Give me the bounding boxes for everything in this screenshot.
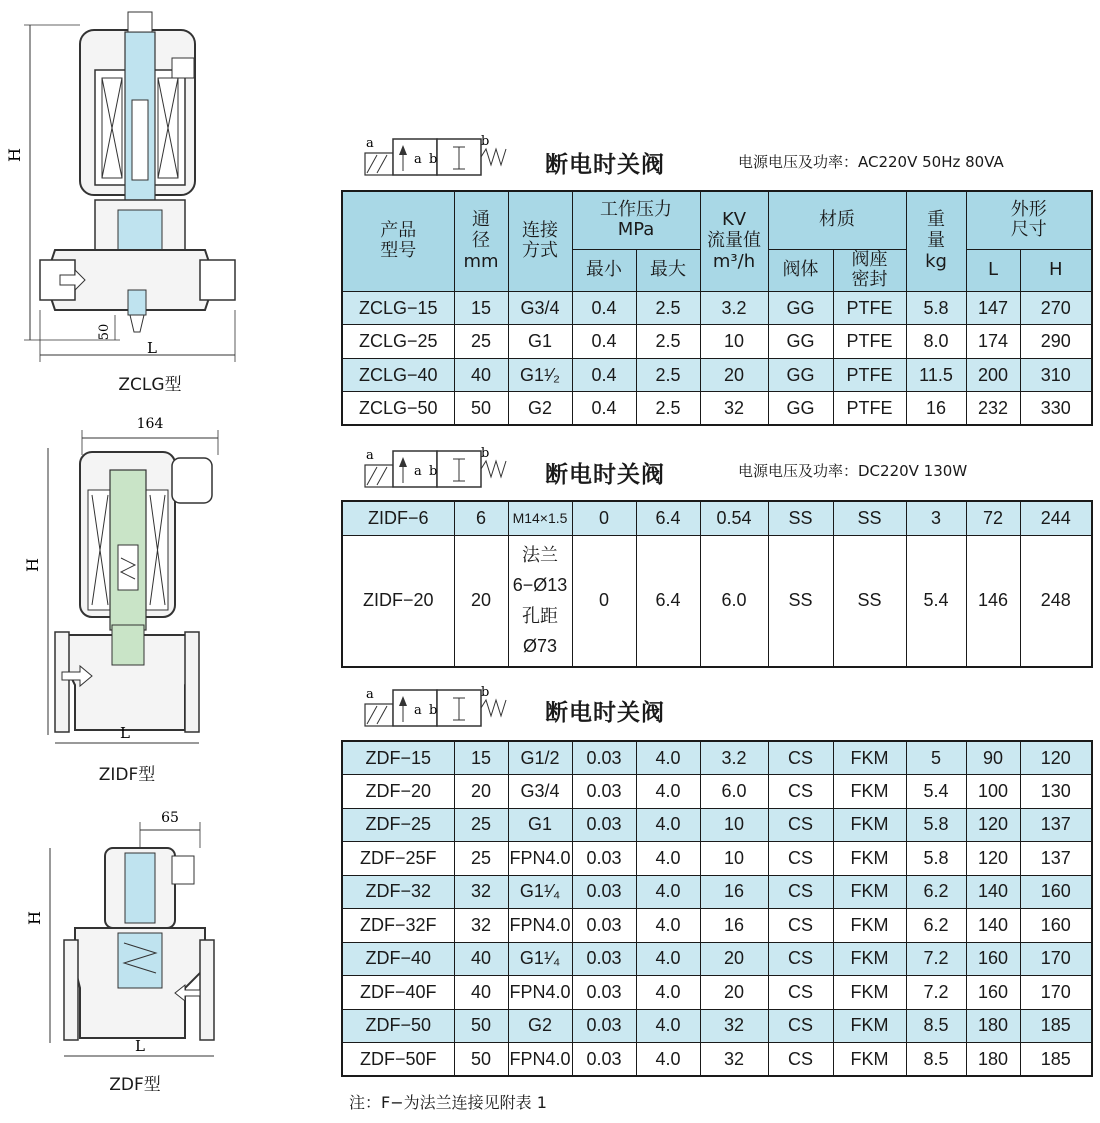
cell-connection: G1¹⁄₄: [508, 875, 572, 909]
header-weight: 重 量 kg: [906, 191, 966, 291]
cell-l: 90: [966, 741, 1020, 775]
cell-kv: 16: [700, 875, 768, 909]
table-row: [342, 875, 1092, 909]
cell-min: 0.4: [572, 325, 636, 359]
cell-max: 4.0: [636, 842, 700, 876]
cell-seat: SS: [833, 535, 906, 667]
cell-l: 180: [966, 1043, 1020, 1077]
cell-body: CS: [768, 741, 833, 775]
cell-max: 4.0: [636, 942, 700, 976]
cell-seat: FKM: [833, 741, 906, 775]
cell-min: 0.03: [572, 1009, 636, 1043]
symbol-3-label-b: b: [481, 686, 490, 700]
cell-connection: G1: [508, 808, 572, 842]
table-row: [342, 392, 1092, 426]
symbol-2-label-a-inner: a: [414, 464, 422, 479]
cell-kv: 10: [700, 842, 768, 876]
cell-max: 4.0: [636, 808, 700, 842]
cell-model: ZIDF−20: [342, 535, 454, 667]
cell-kv: 0.54: [700, 501, 768, 535]
cell-model: ZDF−40F: [342, 976, 454, 1010]
cell-max: 4.0: [636, 875, 700, 909]
table-row: [342, 1043, 1092, 1077]
valve-symbol-2: [343, 447, 513, 497]
cell-kv: 32: [700, 392, 768, 426]
valve-symbol-3: [343, 686, 513, 736]
cell-body: SS: [768, 501, 833, 535]
zclg-dim-h: H: [5, 148, 24, 162]
zclg-dim-l: L: [147, 339, 157, 357]
header-material: 材质: [768, 191, 906, 249]
cell-l: 120: [966, 808, 1020, 842]
cell-min: 0.03: [572, 808, 636, 842]
cell-seat: FKM: [833, 942, 906, 976]
cell-connection: FPN4.0: [508, 976, 572, 1010]
cell-seat: FKM: [833, 1009, 906, 1043]
cell-weight: 16: [906, 392, 966, 426]
symbol-2-label-b: b: [481, 447, 490, 461]
section-1-title: 断电时关阀: [545, 152, 665, 178]
cell-connection: G2: [508, 1009, 572, 1043]
cell-weight: 8.5: [906, 1009, 966, 1043]
header-dim-h: H: [1020, 249, 1092, 291]
table-row: [342, 291, 1092, 325]
cell-connection: 法兰 6−Ø13 孔距 Ø73: [508, 535, 572, 667]
cell-model: ZDF−40: [342, 942, 454, 976]
table-row: [342, 325, 1092, 359]
cell-body: GG: [768, 358, 833, 392]
cell-weight: 5.8: [906, 808, 966, 842]
cell-kv: 6.0: [700, 535, 768, 667]
cell-connection: G1¹⁄₂: [508, 358, 572, 392]
header-dims: 外形 尺寸: [966, 191, 1092, 249]
cell-body: GG: [768, 392, 833, 426]
table-row: [342, 842, 1092, 876]
cell-connection: M14×1.5: [508, 501, 572, 535]
cell-model: ZCLG−40: [342, 358, 454, 392]
cell-min: 0.03: [572, 842, 636, 876]
cell-min: 0: [572, 501, 636, 535]
zidf-caption: ZIDF型: [98, 765, 156, 785]
cell-min: 0: [572, 535, 636, 667]
cell-model: ZDF−25F: [342, 842, 454, 876]
symbol-2-label-b-inner: b: [429, 464, 438, 479]
zclg-caption: ZCLG型: [118, 375, 182, 395]
cell-max: 6.4: [636, 535, 700, 667]
cell-h: 170: [1020, 976, 1092, 1010]
cell-max: 4.0: [636, 741, 700, 775]
table-row: [342, 501, 1092, 535]
cell-kv: 10: [700, 808, 768, 842]
cell-connection: FPN4.0: [508, 842, 572, 876]
cell-weight: 6.2: [906, 909, 966, 943]
zdf-spec-table: [341, 740, 1093, 1077]
cell-body: GG: [768, 325, 833, 359]
cell-l: 160: [966, 942, 1020, 976]
symbol-3-label-a: a: [366, 687, 374, 702]
cell-h: 244: [1020, 501, 1092, 535]
cell-max: 4.0: [636, 1009, 700, 1043]
header-pressure-max: 最大: [636, 249, 700, 291]
section-2-title: 断电时关阀: [545, 462, 665, 488]
header-pressure: 工作压力 MPa: [572, 191, 700, 249]
cell-min: 0.4: [572, 392, 636, 426]
cell-bore: 32: [454, 909, 508, 943]
cell-bore: 50: [454, 392, 508, 426]
header-connection: 连接 方式: [508, 191, 572, 291]
cell-h: 120: [1020, 741, 1092, 775]
cell-seat: PTFE: [833, 325, 906, 359]
cell-model: ZCLG−50: [342, 392, 454, 426]
cell-weight: 6.2: [906, 875, 966, 909]
cell-body: CS: [768, 976, 833, 1010]
cell-weight: 7.2: [906, 976, 966, 1010]
cell-h: 160: [1020, 909, 1092, 943]
cell-bore: 40: [454, 976, 508, 1010]
cell-h: 185: [1020, 1009, 1092, 1043]
cell-h: 330: [1020, 392, 1092, 426]
cell-kv: 20: [700, 358, 768, 392]
header-body: 阀体: [768, 249, 833, 291]
cell-seat: PTFE: [833, 392, 906, 426]
header-model: 产品 型号: [342, 191, 454, 291]
zclg-spec-table: [341, 190, 1093, 426]
cell-bore: 20: [454, 775, 508, 809]
cell-h: 185: [1020, 1043, 1092, 1077]
table-row: [342, 358, 1092, 392]
cell-max: 2.5: [636, 358, 700, 392]
cell-seat: FKM: [833, 976, 906, 1010]
section-1-power: 电源电压及功率：AC220V 50Hz 80VA: [738, 153, 1004, 171]
cell-seat: PTFE: [833, 291, 906, 325]
cell-min: 0.03: [572, 942, 636, 976]
cell-model: ZDF−32F: [342, 909, 454, 943]
cell-weight: 5.4: [906, 775, 966, 809]
cell-weight: 8.0: [906, 325, 966, 359]
cell-kv: 3.2: [700, 741, 768, 775]
cell-body: CS: [768, 775, 833, 809]
cell-bore: 40: [454, 358, 508, 392]
cell-bore: 20: [454, 535, 508, 667]
cell-l: 180: [966, 1009, 1020, 1043]
zidf-dim-l: L: [120, 724, 130, 742]
cell-l: 232: [966, 392, 1020, 426]
cell-weight: 5.4: [906, 535, 966, 667]
cell-l: 174: [966, 325, 1020, 359]
cell-max: 4.0: [636, 976, 700, 1010]
cell-min: 0.03: [572, 909, 636, 943]
cell-model: ZCLG−15: [342, 291, 454, 325]
cell-min: 0.4: [572, 291, 636, 325]
cell-body: CS: [768, 909, 833, 943]
cell-kv: 10: [700, 325, 768, 359]
cell-max: 6.4: [636, 501, 700, 535]
cell-seat: FKM: [833, 875, 906, 909]
cell-l: 146: [966, 535, 1020, 667]
cell-model: ZDF−20: [342, 775, 454, 809]
zdf-dim-h: H: [25, 911, 44, 925]
symbol-1-label-b-inner: b: [429, 152, 438, 167]
cell-body: GG: [768, 291, 833, 325]
cell-body: CS: [768, 1043, 833, 1077]
cell-connection: G1: [508, 325, 572, 359]
table-row: [342, 942, 1092, 976]
cell-h: 130: [1020, 775, 1092, 809]
cell-seat: FKM: [833, 842, 906, 876]
cell-bore: 6: [454, 501, 508, 535]
table-row: [342, 1009, 1092, 1043]
zdf-dim-l: L: [135, 1037, 145, 1055]
cell-body: CS: [768, 942, 833, 976]
cell-bore: 40: [454, 942, 508, 976]
cell-model: ZIDF−6: [342, 501, 454, 535]
cell-seat: PTFE: [833, 358, 906, 392]
cell-min: 0.03: [572, 775, 636, 809]
cell-min: 0.03: [572, 875, 636, 909]
cell-h: 160: [1020, 875, 1092, 909]
cell-kv: 16: [700, 909, 768, 943]
cell-seat: FKM: [833, 909, 906, 943]
header-seat: 阀座 密封: [833, 249, 906, 291]
footnote: 注：F−为法兰连接见附表 1: [349, 1093, 547, 1112]
cell-connection: FPN4.0: [508, 1043, 572, 1077]
cell-h: 290: [1020, 325, 1092, 359]
table-row: [342, 808, 1092, 842]
cell-connection: FPN4.0: [508, 909, 572, 943]
cell-connection: G1¹⁄₄: [508, 942, 572, 976]
cell-l: 100: [966, 775, 1020, 809]
symbol-2-label-a: a: [366, 448, 374, 463]
table-row: [342, 909, 1092, 943]
cell-model: ZDF−50F: [342, 1043, 454, 1077]
valve-symbol-1: [343, 135, 513, 185]
zidf-dim-top: 164: [136, 416, 164, 432]
cell-max: 2.5: [636, 392, 700, 426]
zclg-valve-drawing: [0, 10, 260, 370]
table-row: [342, 741, 1092, 775]
cell-model: ZDF−32: [342, 875, 454, 909]
cell-max: 4.0: [636, 1043, 700, 1077]
cell-max: 2.5: [636, 325, 700, 359]
cell-connection: G1/2: [508, 741, 572, 775]
cell-min: 0.4: [572, 358, 636, 392]
cell-weight: 5: [906, 741, 966, 775]
cell-seat: FKM: [833, 1043, 906, 1077]
cell-body: SS: [768, 535, 833, 667]
zclg-dim-50: 50: [97, 323, 112, 341]
header-bore: 通 径 mm: [454, 191, 508, 291]
cell-connection: G2: [508, 392, 572, 426]
zidf-valve-drawing: [0, 410, 260, 750]
cell-seat: FKM: [833, 775, 906, 809]
cell-bore: 25: [454, 808, 508, 842]
cell-weight: 5.8: [906, 291, 966, 325]
zidf-spec-table: [341, 500, 1093, 668]
cell-min: 0.03: [572, 976, 636, 1010]
cell-h: 248: [1020, 535, 1092, 667]
cell-weight: 7.2: [906, 942, 966, 976]
table-row: [342, 535, 1092, 667]
header-pressure-min: 最小: [572, 249, 636, 291]
symbol-3-label-b-inner: b: [429, 703, 438, 718]
cell-bore: 32: [454, 875, 508, 909]
symbol-1-label-b: b: [481, 135, 490, 149]
cell-bore: 25: [454, 842, 508, 876]
cell-weight: 11.5: [906, 358, 966, 392]
cell-h: 270: [1020, 291, 1092, 325]
header-kv: KV 流量值 m³/h: [700, 191, 768, 291]
cell-connection: G3/4: [508, 291, 572, 325]
cell-bore: 15: [454, 291, 508, 325]
cell-l: 140: [966, 875, 1020, 909]
cell-bore: 50: [454, 1009, 508, 1043]
cell-body: CS: [768, 875, 833, 909]
cell-bore: 25: [454, 325, 508, 359]
cell-max: 4.0: [636, 775, 700, 809]
header-dim-l: L: [966, 249, 1020, 291]
zdf-caption: ZDF型: [109, 1075, 161, 1095]
cell-l: 160: [966, 976, 1020, 1010]
cell-kv: 32: [700, 1009, 768, 1043]
cell-body: CS: [768, 1009, 833, 1043]
cell-model: ZDF−50: [342, 1009, 454, 1043]
cell-l: 72: [966, 501, 1020, 535]
cell-bore: 50: [454, 1043, 508, 1077]
section-3-title: 断电时关阀: [545, 700, 665, 726]
cell-bore: 15: [454, 741, 508, 775]
cell-kv: 20: [700, 976, 768, 1010]
cell-weight: 8.5: [906, 1043, 966, 1077]
zdf-valve-drawing: [0, 808, 260, 1063]
cell-min: 0.03: [572, 741, 636, 775]
zidf-dim-h: H: [23, 558, 42, 572]
symbol-1-label-a: a: [366, 136, 374, 151]
cell-h: 310: [1020, 358, 1092, 392]
cell-h: 137: [1020, 842, 1092, 876]
cell-connection: G3/4: [508, 775, 572, 809]
cell-seat: FKM: [833, 808, 906, 842]
cell-h: 137: [1020, 808, 1092, 842]
cell-max: 4.0: [636, 909, 700, 943]
cell-seat: SS: [833, 501, 906, 535]
cell-l: 200: [966, 358, 1020, 392]
symbol-3-label-a-inner: a: [414, 703, 422, 718]
cell-model: ZDF−15: [342, 741, 454, 775]
cell-weight: 3: [906, 501, 966, 535]
cell-weight: 5.8: [906, 842, 966, 876]
symbol-1-label-a-inner: a: [414, 152, 422, 167]
cell-h: 170: [1020, 942, 1092, 976]
cell-min: 0.03: [572, 1043, 636, 1077]
cell-max: 2.5: [636, 291, 700, 325]
cell-kv: 3.2: [700, 291, 768, 325]
cell-l: 120: [966, 842, 1020, 876]
table-row: [342, 976, 1092, 1010]
cell-kv: 32: [700, 1043, 768, 1077]
cell-body: CS: [768, 842, 833, 876]
cell-kv: 6.0: [700, 775, 768, 809]
cell-l: 140: [966, 909, 1020, 943]
cell-model: ZCLG−25: [342, 325, 454, 359]
cell-l: 147: [966, 291, 1020, 325]
cell-body: CS: [768, 808, 833, 842]
section-2-power: 电源电压及功率：DC220V 130W: [738, 462, 968, 480]
cell-kv: 20: [700, 942, 768, 976]
cell-model: ZDF−25: [342, 808, 454, 842]
zdf-dim-top: 65: [161, 810, 179, 826]
table-row: [342, 775, 1092, 809]
